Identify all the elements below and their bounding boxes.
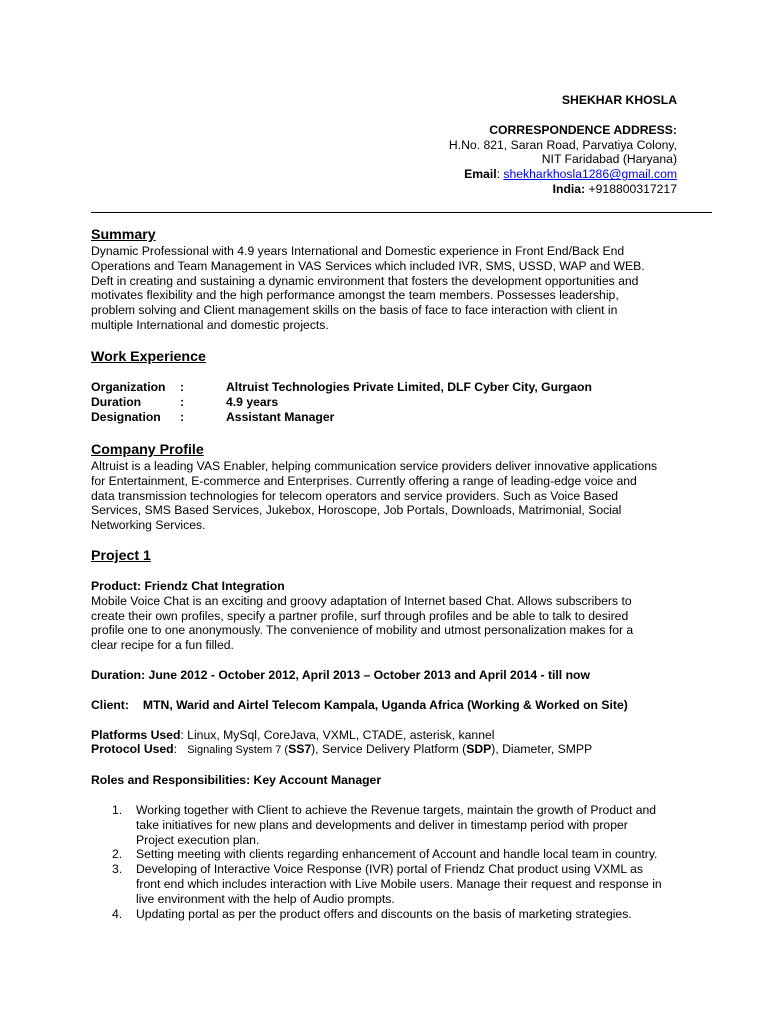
item-line: Developing of Interactive Voice Response (IVR) portal of Friendz Chat product using VXML as <box>136 862 643 877</box>
summary-heading: Summary <box>91 227 156 243</box>
project-heading: Project 1 <box>91 548 151 564</box>
item-line: Updating portal as per the product offers and discounts on the basis of marketing strategies. <box>136 906 632 921</box>
item-line: Working together with Client to achieve the Revenue targets, maintain the growth of Product and <box>136 802 657 817</box>
item-line: Project execution plan. <box>136 832 260 847</box>
product-desc-line: create their own profiles, specify a partner profile, surf through profiles and be able to talk to desired <box>91 608 629 623</box>
row-label: Organization <box>91 380 166 394</box>
summary-line: Dynamic Professional with 4.9 years International and Domestic experience in Front End/Back End <box>91 244 625 258</box>
product-title: Product: Friendz Chat Integration <box>91 579 285 593</box>
email-label: Email <box>464 167 497 182</box>
company-line: data transmission technologies for telecom operators and service providers. Such as Voice Based <box>91 488 619 503</box>
summary-line: Operations and Team Management in VAS Services which included IVR, SMS, USSD, WAP and WEB. <box>91 258 645 273</box>
item-line: take initiatives for new plans and developments and deliver in timestamp period with proper <box>136 817 628 832</box>
platforms-line <box>91 728 691 743</box>
phone-number: +918800317217 <box>588 181 677 196</box>
product-desc-line: profile one to one anonymously. The convenience of mobility and utmost personalization makes for a <box>91 623 634 638</box>
list-item <box>91 907 691 922</box>
address-label: CORRESPONDENCE ADDRESS: <box>489 122 677 137</box>
protocol-line <box>91 742 691 758</box>
summary-line: motivates flexibility and the high performance amongst the team members. Possesses leadership, <box>91 288 619 303</box>
item-line: live environment with the help of Audio prompts. <box>136 891 395 906</box>
row-value: 4.9 years <box>226 395 279 410</box>
platforms-label: Platforms Used <box>91 727 181 742</box>
company-profile-section <box>91 442 691 533</box>
row-value: Assistant Manager <box>226 410 335 425</box>
project-section <box>91 548 691 921</box>
summary-line: multiple International and domestic projects. <box>91 317 329 332</box>
phone-label: India: <box>552 181 586 196</box>
row-colon: : <box>180 380 185 394</box>
platforms-value: : Linux, MySql, CoreJava, VXML, CTADE, asterisk, kannel <box>180 727 495 742</box>
sdp-abbr: SDP <box>466 742 492 757</box>
contact-header <box>449 93 677 197</box>
row-value: Altruist Technologies Private Limited, DLF Cyber City, Gurgaon <box>226 380 592 394</box>
email-link[interactable]: shekharkhosla1286@gmail.com <box>503 167 677 182</box>
item-line: Setting meeting with clients regarding enhancement of Account and handle local team in country. <box>136 847 658 862</box>
row-label: Designation <box>91 410 161 425</box>
protocol-end-text: ), Diameter, SMPP <box>491 742 593 757</box>
project-duration: Duration: June 2012 - October 2012, April 2013 – October 2013 and April 2014 - till now <box>91 667 590 682</box>
ss7-abbr: SS7 <box>288 742 312 757</box>
roles-heading: Roles and Responsibilities: Key Account Manager <box>91 773 382 788</box>
item-number: 2. <box>112 847 123 862</box>
responsibilities-list <box>91 803 691 921</box>
client-value: MTN, Warid and Airtel Telecom Kampala, Uganda Africa (Working & Worked on Site) <box>142 697 628 712</box>
work-experience-heading: Work Experience <box>91 349 206 365</box>
protocol-colon: : <box>173 742 178 757</box>
protocol-label: Protocol Used <box>91 742 174 757</box>
summary-section <box>91 227 691 333</box>
client-label: Client: <box>91 697 129 712</box>
organization-row <box>91 380 691 395</box>
item-number: 1. <box>112 802 123 817</box>
protocol-mid-text: ), Service Delivery Platform ( <box>311 742 467 757</box>
row-colon: : <box>180 395 185 410</box>
company-line: Networking Services. <box>91 518 206 533</box>
company-line: for Entertainment, E-commerce and Enterprises. Currently offering a range of leading-edge voice and <box>91 473 637 488</box>
email-line: Email: shekharkhosla1286@gmail.com <box>464 167 677 182</box>
company-line: Services, SMS Based Services, Jukebox, Horoscope, Job Portals, Downloads, Matrimonial, Social <box>91 503 622 518</box>
candidate-name: SHEKHAR KHOSLA <box>561 93 677 107</box>
list-item <box>91 862 691 906</box>
phone-line <box>449 182 677 197</box>
summary-line: Deft in creating and sustaining a dynamic environment that fosters the development opportunities and <box>91 273 639 288</box>
item-number: 3. <box>112 862 123 877</box>
list-item <box>91 847 691 862</box>
client-line <box>91 698 691 713</box>
company-profile-heading: Company Profile <box>91 442 204 458</box>
duration-row <box>91 395 691 410</box>
address-line-1: H.No. 821, Saran Road, Parvatiya Colony, <box>448 137 677 152</box>
row-colon: : <box>180 410 185 425</box>
header-divider <box>91 212 712 213</box>
item-number: 4. <box>112 906 123 921</box>
work-experience-section <box>91 349 691 426</box>
product-desc-line: clear recipe for a fun filled. <box>91 638 234 653</box>
designation-row <box>91 410 691 425</box>
company-line: Altruist is a leading VAS Enabler, helping communication service providers deliver innovative applications <box>91 459 658 473</box>
item-line: front end which includes interaction with Live Mobile users. Manage their request and response in <box>136 876 662 891</box>
summary-line: problem solving and Client management skills on the basis of face to face interaction with client in <box>91 303 618 318</box>
product-desc-line: Mobile Voice Chat is an exciting and groovy adaptation of Internet based Chat. Allows subscribers to <box>91 593 632 608</box>
row-label: Duration <box>91 395 142 410</box>
list-item <box>91 803 691 847</box>
protocol-small-text: Signaling System 7 ( <box>187 744 289 757</box>
address-line-2: NIT Faridabad (Haryana) <box>541 152 677 167</box>
